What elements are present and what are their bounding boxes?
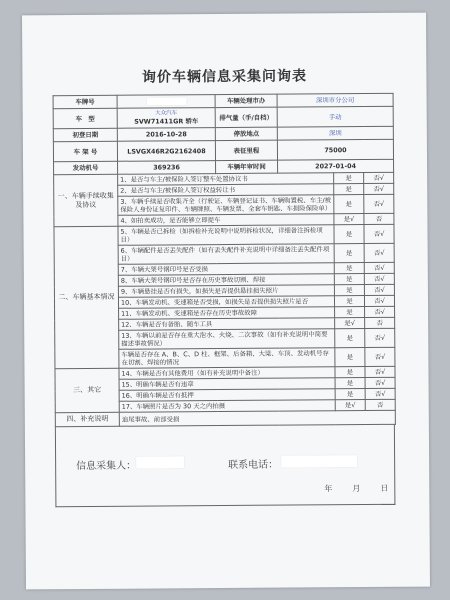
checklist-row bbox=[54, 224, 394, 245]
parking-label: 停放地点 bbox=[215, 127, 277, 140]
answer-no: 否√ bbox=[365, 366, 395, 377]
answer-no: 否√ bbox=[365, 328, 395, 347]
answer-no: 否 bbox=[364, 213, 394, 224]
plate-value-redacted bbox=[117, 95, 215, 109]
answer-yes: 是 bbox=[334, 296, 364, 307]
question-text: 5、车辆是否已拆检（如拆检补充说明中说明拆检状况，详细备注拆检项目） bbox=[118, 225, 334, 246]
agency-value: 深圳市分公司 bbox=[277, 93, 393, 107]
answer-yes: 是 bbox=[334, 274, 364, 285]
plate-label: 车牌号 bbox=[53, 95, 117, 108]
question-text: 10、车辆发动机、变速箱是否受损，如损失是否提供损失照片是否 bbox=[118, 296, 334, 309]
annual-value: 2027-01-04 bbox=[278, 159, 394, 173]
model-label: 车 型 bbox=[53, 108, 117, 128]
displacement-label: 排气量（手/自档） bbox=[215, 107, 277, 127]
answer-yes: 是 bbox=[334, 263, 364, 274]
phone-label: 联系电话： bbox=[228, 459, 279, 471]
year-label: 年 bbox=[324, 484, 333, 494]
question-text: 15、明确车辆是否有违章 bbox=[119, 378, 335, 391]
form-paper bbox=[22, 13, 430, 590]
model-cell bbox=[117, 108, 215, 129]
engine-value: 369236 bbox=[118, 161, 216, 175]
answer-yes: 是 bbox=[335, 378, 365, 389]
answer-yes: 是 bbox=[334, 244, 364, 263]
reg-date-value: 2016-10-28 bbox=[117, 128, 215, 142]
answer-no: 否√ bbox=[365, 306, 395, 317]
supplement-value: 追尾事故、前部受损 bbox=[119, 410, 395, 426]
collector-name-redacted bbox=[136, 456, 184, 468]
question-text: 1、是否与车主/被保险人签订整车处置协议书 bbox=[118, 173, 334, 186]
inquiry-table bbox=[53, 93, 396, 427]
collector-label: 信息采集人： bbox=[76, 460, 137, 473]
question-text: 7、车辆大架号钢印号是否受损 bbox=[118, 263, 334, 276]
answer-no: 否√ bbox=[364, 273, 394, 284]
question-text: 16、明确车辆是否有抵押 bbox=[119, 389, 335, 402]
vin-value: LSVGX46R2G2162408 bbox=[117, 141, 215, 162]
answer-yes: 是√ bbox=[335, 318, 365, 329]
section-name: 一、车辆手续收集及协议 bbox=[54, 174, 118, 226]
annual-label: 车辆年审时间 bbox=[216, 160, 278, 173]
answer-yes: 是 bbox=[335, 367, 365, 378]
mileage-value: 75000 bbox=[277, 139, 393, 160]
answer-yes: 是√ bbox=[335, 400, 365, 411]
answer-yes: 是 bbox=[334, 285, 364, 296]
displacement-value: 手动 bbox=[277, 106, 393, 127]
answer-no: 否√ bbox=[364, 183, 394, 194]
answer-no: 否√ bbox=[365, 388, 395, 399]
vin-label: 车 架 号 bbox=[53, 141, 117, 161]
question-text: 14、车辆是否有其他费用（如有补充说明中备注） bbox=[119, 367, 335, 380]
phone-number-redacted bbox=[281, 455, 357, 468]
answer-yes: 是 bbox=[335, 307, 365, 318]
question-text: 2、是否与车主/被保险人签订权益转让书 bbox=[118, 184, 334, 197]
engine-label: 发动机号 bbox=[54, 161, 118, 174]
question-text: 车辆是否存在 A、B、C、D 柱、框架、后备箱、大梁、车顶、发动机号存在切割、焊接的情况 bbox=[119, 348, 335, 369]
answer-yes: 是 bbox=[335, 348, 365, 367]
question-text: 17、车辆照片是否为 30 天之内拍摄 bbox=[119, 400, 335, 413]
month-label: 月 bbox=[352, 484, 361, 494]
form-title: 询价车辆信息采集问询表 bbox=[141, 68, 307, 86]
section-name: 二、车辆基本情况 bbox=[54, 226, 119, 368]
answer-no: 否√ bbox=[364, 172, 394, 183]
answer-no: 否√ bbox=[364, 194, 394, 213]
answer-yes: 是 bbox=[334, 173, 364, 184]
answer-no: 否√ bbox=[364, 295, 394, 306]
question-text: 3、车辆手续是否收集齐全（行驶证、车辆登记证书、车辆购置税、车主/被保险人身份证复印件、车辆牌照、车辆发票、全套车钥匙、车损险保险单） bbox=[118, 195, 334, 216]
answer-no: 否 bbox=[365, 317, 395, 328]
mileage-label: 表征里程 bbox=[215, 140, 277, 160]
model-value: SVW71411GR 轿车 bbox=[134, 117, 199, 126]
question-text: 12、车辆是否有备胎、随车工具 bbox=[119, 318, 335, 331]
answer-no: 否 bbox=[365, 399, 395, 410]
question-text: 6、车辆配件是否丢失配件（如有丢失配件补充说明中详细备注丢失配件项目） bbox=[118, 244, 334, 265]
question-text: 4、如拍卖成功，是否能够立即提车 bbox=[118, 214, 334, 227]
day-label: 日 bbox=[380, 483, 389, 493]
signature-area bbox=[55, 425, 396, 507]
question-text: 13、车辆以前是否存在重大泡水、火烧、二次事故（如有补充说明中简要描述事故情况） bbox=[119, 329, 335, 350]
section-name: 三、其它 bbox=[55, 368, 119, 412]
answer-yes: 是 bbox=[335, 329, 365, 348]
answer-no: 否√ bbox=[364, 262, 394, 273]
answer-yes: 是√ bbox=[334, 214, 364, 225]
reg-date-label: 初登日期 bbox=[53, 128, 117, 141]
answer-no: 否√ bbox=[364, 243, 394, 262]
answer-yes: 是 bbox=[335, 389, 365, 400]
question-text: 11、车辆发动机、变速箱是否存在历史事故故障 bbox=[119, 307, 335, 320]
question-text: 9、车辆悬挂是否有损失，如损失是否提供悬挂损失照片 bbox=[118, 285, 334, 298]
answer-no: 否√ bbox=[364, 224, 394, 243]
model-handwritten: 大众汽车 bbox=[155, 110, 178, 117]
parking-value: 深圳 bbox=[277, 126, 393, 140]
supplement-label: 四、补充说明 bbox=[55, 412, 119, 426]
answer-no: 否√ bbox=[365, 347, 395, 366]
answer-no: 否√ bbox=[365, 377, 395, 388]
answer-yes: 是 bbox=[334, 184, 364, 195]
answer-yes: 是 bbox=[334, 225, 364, 244]
answer-yes: 是 bbox=[334, 195, 364, 214]
agency-label: 车辆处理市办 bbox=[215, 94, 277, 107]
answer-no: 否√ bbox=[364, 284, 394, 295]
question-text: 8、车辆大架号钢印号是否存在历史事故切割、焊接 bbox=[118, 274, 334, 287]
